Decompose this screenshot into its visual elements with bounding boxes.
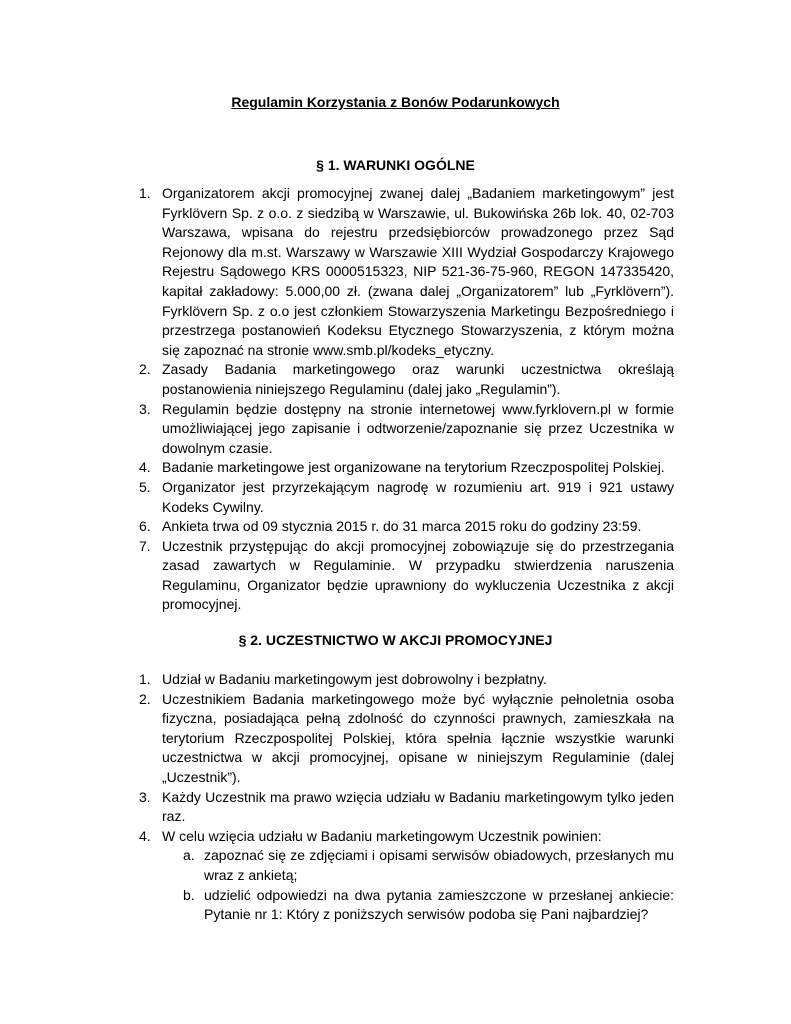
list-item-number: 2. — [139, 361, 151, 378]
list-item-number: 4. — [139, 827, 151, 844]
section-heading-1: § 1. WARUNKI OGÓLNE — [316, 157, 475, 173]
list-item-number: 5. — [139, 478, 151, 495]
list-item-number: 7. — [139, 537, 151, 554]
list-item-number: 2. — [139, 690, 151, 707]
sub-list-item-text: zapoznać się ze zdjęciami i opisami serwisów obiadowych, przesłanych mu wraz z ankietą; — [204, 847, 674, 883]
list-item-number: 4. — [139, 459, 151, 476]
list-item — [139, 184, 674, 360]
list-item-number: 3. — [139, 400, 151, 417]
list-item-text: Ankieta trwa od 09 stycznia 2015 r. do 31 marca 2015 roku do godziny 23:59. — [162, 518, 642, 535]
list-item-text: W celu wzięcia udziału w Badaniu marketingowym Uczestnik powinien: — [162, 827, 602, 844]
list-item — [139, 670, 674, 690]
section-2-list — [139, 670, 674, 925]
sub-list — [183, 846, 674, 924]
list-item-text: Uczestnik przystępując do akcji promocyjnej zobowiązuje się do przestrzegania zasad zawartych w Regulaminie. W przypadku stwierdzenia naruszenia Regulaminu, Organizator będzie uprawniony do wykluczenia Uczestnika z akcji promocyjnej. — [162, 537, 674, 613]
sub-list-item — [183, 846, 674, 885]
list-item-text: Zasady Badania marketingowego oraz warunki uczestnictwa określają postanowienia niniejszego Regulaminu (dalej jako „Regulamin”). — [162, 361, 674, 397]
sub-list-item-letter: a. — [183, 847, 195, 864]
section-heading-2: § 2. UCZESTNICTWO W AKCJI PROMOCYJNEJ — [238, 632, 553, 648]
list-item-number: 1. — [139, 671, 151, 687]
list-item-text: Badanie marketingowe jest organizowane na terytorium Rzeczpospolitej Polskiej. — [162, 459, 665, 476]
list-item — [139, 690, 674, 788]
list-item — [139, 827, 674, 925]
sub-list-item-letter: b. — [183, 886, 195, 903]
list-item-text: Regulamin będzie dostępny na stronie internetowej www.fyrklovern.pl w formie umożliwiającej jego zapisanie i odtworzenie/zapoznanie się przez Uczestnika w dowolnym czasie. — [162, 400, 674, 456]
list-item-text: Udział w Badaniu marketingowym jest dobrowolny i bezpłatny. — [162, 671, 547, 687]
list-item-number: 3. — [139, 788, 151, 805]
list-item-text: Organizator jest przyrzekającym nagrodę w rozumieniu art. 919 i 921 ustawy Kodeks Cywilny. — [162, 478, 674, 515]
list-item-text: Organizatorem akcji promocyjnej zwanej dalej „Badaniem marketingowym” jest Fyrklövern Sp. z o.o. z siedzibą w Warszawie, ul. Bukowińska 26b lok. 40, 02-703 Warszawa, wpisana do rejestru przedsiębiorców prowadzonego przez Sąd Rejonowy dla m.st. Warszawy w Warszawie XIII Wydział Gospodarczy Krajowego Rejestru Sądowego KRS 0000515323, NIP 521-36-75-960, REGON 147335420, kapitał zakładowy: 5.000,00 zł. (zwana dalej „Organizatorem” lub „Fyrklövern”). Fyrklövern Sp. z o.o jest członkiem Stowarzyszenia Marketingu Bezpośredniego i przestrzega postanowień Kodeksu Etycznego Stowarzyszenia, z którym można się zapoznać na stronie www.smb.pl/kodeks_etyczny. — [162, 185, 674, 358]
list-item — [139, 537, 674, 615]
list-item — [139, 517, 674, 537]
list-item — [139, 458, 674, 478]
sub-list-item-text: udzielić odpowiedzi na dwa pytania zamieszczone w przesłanej ankiecie: Pytanie nr 1: Który z poniższych serwisów podoba się Pani najbardziej? — [204, 886, 674, 923]
document-title: Regulamin Korzystania z Bonów Podarunkowych — [231, 94, 560, 110]
sub-list-item — [183, 886, 674, 925]
list-item-number: 1. — [139, 185, 151, 201]
list-item — [139, 400, 674, 459]
list-item — [139, 788, 674, 827]
section-1-list — [139, 184, 674, 615]
list-item-text: Uczestnikiem Badania marketingowego może być wyłącznie pełnoletnia osoba fizyczna, posiadająca pełną zdolność do czynności prawnych, zamieszkała na terytorium Rzeczpospolitej Polskiej, która spełnia łącznie wszystkie warunki uczestnictwa w akcji promocyjnej, opisane w niniejszym Regulaminie (dalej „Uczestnik”). — [162, 690, 674, 785]
list-item — [139, 478, 674, 517]
list-item-number: 6. — [139, 518, 151, 535]
list-item — [139, 360, 674, 399]
list-item-text: Każdy Uczestnik ma prawo wzięcia udziału w Badaniu marketingowym tylko jeden raz. — [162, 788, 674, 825]
